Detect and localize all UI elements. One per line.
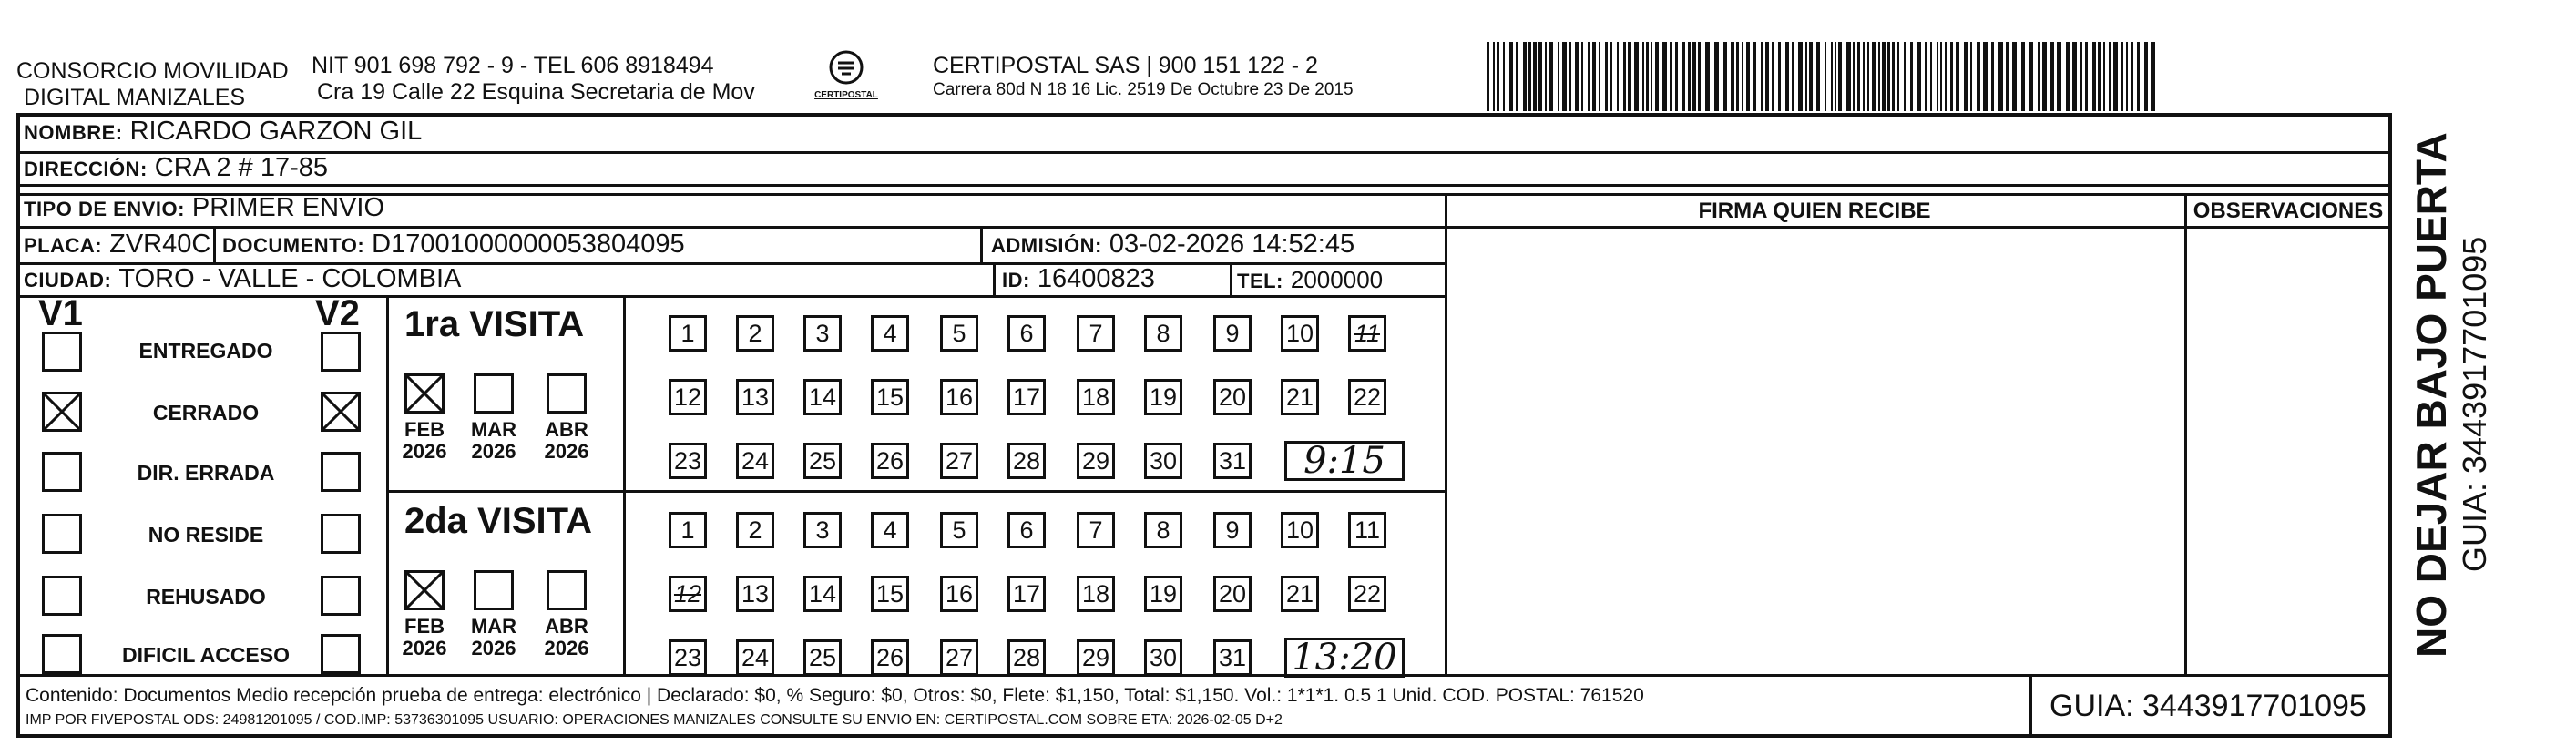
day-box[interactable]: 9 xyxy=(1213,512,1252,548)
day-box[interactable]: 8 xyxy=(1144,512,1182,548)
month-label: MAR 2026 xyxy=(470,418,517,463)
status-label: DIR. ERRADA xyxy=(137,461,275,485)
documento-row xyxy=(222,230,685,260)
day-box[interactable]: 31 xyxy=(1213,443,1252,479)
month-label: FEB 2026 xyxy=(402,615,447,659)
day-box[interactable]: 3 xyxy=(803,512,842,548)
day-box[interactable]: 6 xyxy=(1007,315,1046,352)
logo-text: CERTIPOSTAL xyxy=(814,90,878,100)
v2-checkbox[interactable] xyxy=(321,452,361,492)
day-box[interactable]: 30 xyxy=(1144,443,1182,479)
day-box[interactable]: 19 xyxy=(1144,379,1182,415)
day-box[interactable]: 11 xyxy=(1348,315,1386,352)
courier-info xyxy=(933,53,1354,101)
time-box[interactable] xyxy=(1284,638,1405,678)
courier-address: Carrera 80d N 18 16 Lic. 2519 De Octubre 23 De 2015 xyxy=(933,80,1354,99)
day-box[interactable]: 13 xyxy=(736,379,774,415)
day-box[interactable]: 16 xyxy=(940,379,978,415)
month-checkbox[interactable] xyxy=(404,570,445,610)
day-box[interactable]: 5 xyxy=(940,512,978,548)
month-checkbox[interactable] xyxy=(474,373,514,414)
v2-checkbox[interactable] xyxy=(321,576,361,616)
side-warning: NO DEJAR BAJO PUERTA xyxy=(2407,132,2455,658)
month-label: ABR 2026 xyxy=(544,418,589,463)
footer-print-line: IMP POR FIVEPOSTAL ODS: 24981201095 / COD.IMP: 53736301095 USUARIO: OPERACIONES MANIZALES CONSULTE SU ENVIO EN: CERTIPOSTAL.COM SOBRE ETA: 2026-02-05 D+2 xyxy=(26,712,1283,728)
day-box[interactable]: 27 xyxy=(940,443,978,479)
day-box[interactable]: 15 xyxy=(871,576,909,612)
v2-checkbox[interactable] xyxy=(321,634,361,674)
v2-checkbox[interactable] xyxy=(321,392,361,432)
day-box[interactable]: 15 xyxy=(871,379,909,415)
day-box[interactable]: 21 xyxy=(1281,379,1319,415)
v1-header: V1 xyxy=(38,293,83,333)
documento-value: D17001000000053804095 xyxy=(372,230,685,259)
id-label: ID: xyxy=(1002,269,1030,291)
day-box[interactable]: 14 xyxy=(803,379,842,415)
company-line-2: DIGITAL MANIZALES xyxy=(24,85,246,110)
day-box[interactable]: 7 xyxy=(1077,315,1115,352)
direccion-row xyxy=(24,153,328,183)
status-label: REHUSADO xyxy=(146,585,266,608)
v1-checkbox[interactable] xyxy=(42,634,82,674)
v2-checkbox[interactable] xyxy=(321,332,361,372)
nit-line: NIT 901 698 792 - 9 - TEL 606 8918494 xyxy=(312,53,714,78)
v1-checkbox[interactable] xyxy=(42,576,82,616)
footer-content-line: Contenido: Documentos Medio recepción prueba de entrega: electrónico | Declarado: $0, % Seguro: $0, Otros: $0, Flete: $1,150, Total: $1,150. Vol.: 1*1*1. 0.5 1 Unid. COD. POSTAL: 761520 xyxy=(26,685,1644,706)
v1-checkbox[interactable] xyxy=(42,452,82,492)
day-box[interactable]: 1 xyxy=(669,512,707,548)
day-box[interactable]: 2 xyxy=(736,512,774,548)
month-checkbox[interactable] xyxy=(547,570,587,610)
day-box[interactable]: 8 xyxy=(1144,315,1182,352)
id-value: 16400823 xyxy=(1037,264,1155,293)
day-box[interactable]: 1 xyxy=(669,315,707,352)
status-label: NO RESIDE xyxy=(148,523,264,547)
placa-value: ZVR40C xyxy=(109,230,211,259)
day-box[interactable]: 27 xyxy=(940,639,978,676)
day-box[interactable]: 18 xyxy=(1077,379,1115,415)
admision-row xyxy=(991,230,1354,260)
ciudad-label: CIUDAD: xyxy=(24,269,112,291)
day-box[interactable]: 22 xyxy=(1348,576,1386,612)
tel-value: 2000000 xyxy=(1290,266,1384,293)
certipostal-logo xyxy=(814,49,878,100)
day-box[interactable]: 11 xyxy=(1348,512,1386,548)
day-box[interactable]: 30 xyxy=(1144,639,1182,676)
ciudad-value: TORO - VALLE - COLOMBIA xyxy=(118,264,462,293)
tipo-envio-row xyxy=(24,193,384,223)
placa-label: PLACA: xyxy=(24,234,103,257)
direccion-value: CRA 2 # 17-85 xyxy=(154,153,329,182)
footer-guia: GUIA: 3443917701095 xyxy=(2050,689,2366,723)
day-box[interactable]: 12 xyxy=(669,379,707,415)
logo-icon xyxy=(825,49,867,86)
day-box[interactable]: 21 xyxy=(1281,576,1319,612)
day-box[interactable]: 4 xyxy=(871,512,909,548)
day-box[interactable]: 17 xyxy=(1007,379,1046,415)
v1-checkbox[interactable] xyxy=(42,514,82,554)
tel-row xyxy=(1237,266,1383,294)
day-box[interactable]: 10 xyxy=(1281,315,1319,352)
month-checkbox[interactable] xyxy=(404,373,445,414)
courier-line: CERTIPOSTAL SAS | 900 151 122 - 2 xyxy=(933,53,1318,78)
day-box[interactable]: 2 xyxy=(736,315,774,352)
day-box[interactable]: 13 xyxy=(736,576,774,612)
day-box[interactable]: 28 xyxy=(1007,443,1046,479)
nombre-value: RICARDO GARZON GIL xyxy=(129,117,423,146)
day-box[interactable]: 23 xyxy=(669,639,707,676)
company-line-1: CONSORCIO MOVILIDAD xyxy=(16,58,289,84)
documento-label: DOCUMENTO: xyxy=(222,234,365,257)
placa-row xyxy=(24,230,210,260)
tipo-label: TIPO DE ENVIO: xyxy=(24,198,185,220)
admision-label: ADMISIÓN: xyxy=(991,234,1102,257)
day-box[interactable]: 28 xyxy=(1007,639,1046,676)
day-box[interactable]: 6 xyxy=(1007,512,1046,548)
tipo-value: PRIMER ENVIO xyxy=(191,193,385,222)
month-label: ABR 2026 xyxy=(544,615,589,659)
status-label: ENTREGADO xyxy=(138,339,273,363)
v1-checkbox[interactable] xyxy=(42,332,82,372)
side-guia: GUIA: 3443917701095 xyxy=(2456,236,2493,572)
firma-header: FIRMA QUIEN RECIBE xyxy=(1698,199,1931,223)
time-box[interactable] xyxy=(1284,441,1405,481)
id-row xyxy=(1002,264,1155,294)
day-box[interactable]: 7 xyxy=(1077,512,1115,548)
day-box[interactable]: 20 xyxy=(1213,379,1252,415)
day-box[interactable]: 29 xyxy=(1077,639,1115,676)
status-label: CERRADO xyxy=(152,401,260,424)
company-name xyxy=(16,58,289,111)
day-box[interactable]: 26 xyxy=(871,443,909,479)
day-box[interactable]: 26 xyxy=(871,639,909,676)
address-line: Cra 19 Calle 22 Esquina Secretaria de Mov xyxy=(317,79,755,105)
day-box[interactable]: 18 xyxy=(1077,576,1115,612)
visit-title: 2da VISITA xyxy=(404,501,592,541)
month-label: FEB 2026 xyxy=(402,418,447,463)
admision-value: 03-02-2026 14:52:45 xyxy=(1109,230,1355,259)
tel-label: TEL: xyxy=(1237,270,1283,292)
nombre-row xyxy=(24,117,422,147)
day-box[interactable]: 23 xyxy=(669,443,707,479)
barcode xyxy=(1487,42,2161,111)
day-box[interactable]: 14 xyxy=(803,576,842,612)
day-box[interactable]: 29 xyxy=(1077,443,1115,479)
day-box[interactable]: 20 xyxy=(1213,576,1252,612)
v2-checkbox[interactable] xyxy=(321,514,361,554)
day-box[interactable]: 24 xyxy=(736,639,774,676)
day-box[interactable]: 31 xyxy=(1213,639,1252,676)
handwritten-time: 13:20 xyxy=(1292,637,1397,679)
day-box[interactable]: 4 xyxy=(871,315,909,352)
day-box[interactable]: 5 xyxy=(940,315,978,352)
direccion-label: DIRECCIÓN: xyxy=(24,158,148,180)
ciudad-row xyxy=(24,264,461,294)
status-label: DIFICIL ACCESO xyxy=(121,643,290,667)
v1-checkbox[interactable] xyxy=(42,392,82,432)
day-box[interactable]: 10 xyxy=(1281,512,1319,548)
month-label: MAR 2026 xyxy=(470,615,517,659)
company-contact xyxy=(312,53,755,106)
month-checkbox[interactable] xyxy=(474,570,514,610)
day-box[interactable]: 19 xyxy=(1144,576,1182,612)
day-box[interactable]: 16 xyxy=(940,576,978,612)
month-checkbox[interactable] xyxy=(547,373,587,414)
observaciones-header: OBSERVACIONES xyxy=(2193,199,2384,223)
day-box[interactable]: 12 xyxy=(669,576,707,612)
day-box[interactable]: 22 xyxy=(1348,379,1386,415)
day-box[interactable]: 24 xyxy=(736,443,774,479)
day-box[interactable]: 25 xyxy=(803,443,842,479)
nombre-label: NOMBRE: xyxy=(24,121,123,144)
day-box[interactable]: 17 xyxy=(1007,576,1046,612)
day-box[interactable]: 25 xyxy=(803,639,842,676)
handwritten-time: 9:15 xyxy=(1303,440,1385,482)
day-box[interactable]: 9 xyxy=(1213,315,1252,352)
visit-title: 1ra VISITA xyxy=(404,304,585,344)
day-box[interactable]: 3 xyxy=(803,315,842,352)
v2-header: V2 xyxy=(315,293,360,333)
